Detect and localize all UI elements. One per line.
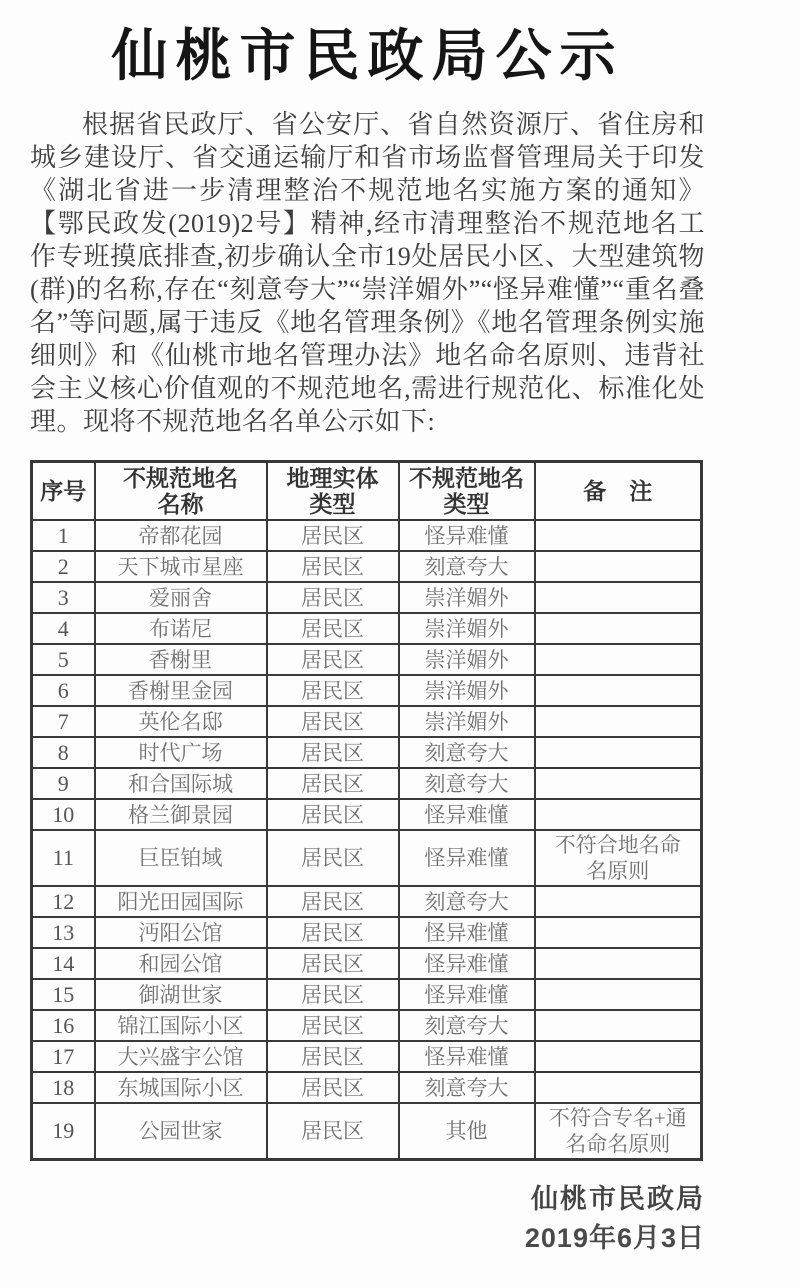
column-header-index <box>32 462 95 521</box>
cell-problem-type: 刻意夸大 <box>399 768 535 799</box>
cell-problem-type: 崇洋媚外 <box>399 613 535 644</box>
cell-remark <box>535 706 702 737</box>
cell-entity-type: 居民区 <box>267 1072 399 1103</box>
column-header-problem-type <box>399 462 535 521</box>
table-row <box>32 644 702 675</box>
page-title: 仙桃市民政局公示 <box>111 24 624 87</box>
cell-index: 7 <box>32 706 95 737</box>
cell-index: 19 <box>32 1103 95 1160</box>
cell-index: 10 <box>32 799 95 830</box>
table-row <box>32 737 702 768</box>
cell-remark: 不符合专名+通名命名原则 <box>535 1103 702 1160</box>
cell-remark <box>535 675 702 706</box>
cell-problem-type: 刻意夸大 <box>399 1072 535 1103</box>
table-row <box>32 551 702 582</box>
cell-entity-type: 居民区 <box>267 551 399 582</box>
cell-entity-type: 居民区 <box>267 613 399 644</box>
cell-problem-type: 怪异难懂 <box>399 799 535 830</box>
cell-problem-type: 崇洋媚外 <box>399 582 535 613</box>
table-row <box>32 613 702 644</box>
cell-entity-type: 居民区 <box>267 520 399 551</box>
column-header-remark <box>535 462 702 521</box>
cell-nonstandard-name: 帝都花园 <box>95 520 267 551</box>
header-line: 不规范地名 <box>123 465 238 491</box>
cell-remark <box>535 917 702 948</box>
cell-remark <box>535 737 702 768</box>
date: 2019年6月3日 <box>524 1223 705 1253</box>
header-line: 地理实体 <box>286 465 379 491</box>
table-row <box>32 1072 702 1103</box>
cell-index: 18 <box>32 1072 95 1103</box>
cell-entity-type: 居民区 <box>267 582 399 613</box>
table-row <box>32 917 702 948</box>
table-row <box>32 768 702 799</box>
cell-remark <box>535 768 702 799</box>
cell-index: 17 <box>32 1041 95 1072</box>
column-header-entity-type <box>267 462 399 521</box>
cell-remark <box>535 799 702 830</box>
cell-entity-type: 居民区 <box>267 644 399 675</box>
table-row <box>32 799 702 830</box>
cell-problem-type: 怪异难懂 <box>399 979 535 1010</box>
cell-nonstandard-name: 大兴盛宇公馆 <box>95 1041 267 1072</box>
table-row <box>32 830 702 886</box>
cell-nonstandard-name: 公园世家 <box>95 1103 267 1160</box>
cell-nonstandard-name: 锦江国际小区 <box>95 1010 267 1041</box>
cell-entity-type: 居民区 <box>267 886 399 917</box>
cell-nonstandard-name: 和园公馆 <box>95 948 267 979</box>
cell-index: 6 <box>32 675 95 706</box>
cell-problem-type: 怪异难懂 <box>399 520 535 551</box>
cell-problem-type: 其他 <box>399 1103 535 1160</box>
cell-remark <box>535 886 702 917</box>
cell-nonstandard-name: 香榭里 <box>95 644 267 675</box>
cell-entity-type: 居民区 <box>267 1041 399 1072</box>
cell-problem-type: 崇洋媚外 <box>399 644 535 675</box>
cell-index: 8 <box>32 737 95 768</box>
cell-nonstandard-name: 天下城市星座 <box>95 551 267 582</box>
cell-problem-type: 崇洋媚外 <box>399 706 535 737</box>
table-row <box>32 520 702 551</box>
cell-remark <box>535 1041 702 1072</box>
cell-remark <box>535 520 702 551</box>
cell-remark <box>535 613 702 644</box>
cell-problem-type: 刻意夸大 <box>399 737 535 768</box>
cell-remark <box>535 582 702 613</box>
cell-index: 14 <box>32 948 95 979</box>
column-header-nonstandard-name <box>95 462 267 521</box>
cell-index: 15 <box>32 979 95 1010</box>
cell-entity-type: 居民区 <box>267 830 399 886</box>
header-line: 类型 <box>309 491 356 517</box>
cell-nonstandard-name: 御湖世家 <box>95 979 267 1010</box>
header-line: 序号 <box>40 478 87 504</box>
table-header-row <box>32 462 702 521</box>
cell-problem-type: 刻意夸大 <box>399 1010 535 1041</box>
cell-index: 4 <box>32 613 95 644</box>
cell-index: 9 <box>32 768 95 799</box>
cell-remark <box>535 1010 702 1041</box>
table-row <box>32 675 702 706</box>
cell-index: 2 <box>32 551 95 582</box>
cell-nonstandard-name: 东城国际小区 <box>95 1072 267 1103</box>
cell-problem-type: 怪异难懂 <box>399 948 535 979</box>
cell-remark <box>535 948 702 979</box>
cell-nonstandard-name: 爱丽舍 <box>95 582 267 613</box>
table-row <box>32 1103 702 1160</box>
cell-problem-type: 怪异难懂 <box>399 830 535 886</box>
cell-index: 5 <box>32 644 95 675</box>
cell-problem-type: 刻意夸大 <box>399 886 535 917</box>
cell-remark <box>535 979 702 1010</box>
cell-nonstandard-name: 阳光田园国际 <box>95 886 267 917</box>
cell-remark: 不符合地名命名原则 <box>535 830 702 886</box>
header-line: 不规范地名 <box>409 465 524 491</box>
cell-index: 16 <box>32 1010 95 1041</box>
cell-entity-type: 居民区 <box>267 706 399 737</box>
cell-problem-type: 怪异难懂 <box>399 917 535 948</box>
cell-index: 13 <box>32 917 95 948</box>
cell-entity-type: 居民区 <box>267 737 399 768</box>
cell-remark <box>535 1072 702 1103</box>
cell-nonstandard-name: 沔阳公馆 <box>95 917 267 948</box>
table-body <box>32 520 702 1160</box>
header-line: 名称 <box>157 491 204 517</box>
cell-index: 3 <box>32 582 95 613</box>
cell-nonstandard-name: 英伦名邸 <box>95 706 267 737</box>
document-footer <box>30 1183 705 1254</box>
table-row <box>32 948 702 979</box>
header-line: 备 注 <box>583 478 653 504</box>
header-line: 类型 <box>443 491 490 517</box>
cell-entity-type: 居民区 <box>267 1010 399 1041</box>
cell-nonstandard-name: 香榭里金园 <box>95 675 267 706</box>
cell-index: 1 <box>32 520 95 551</box>
signature: 仙桃市民政局 <box>531 1184 705 1214</box>
cell-index: 11 <box>32 830 95 886</box>
cell-entity-type: 居民区 <box>267 948 399 979</box>
table-row <box>32 886 702 917</box>
cell-entity-type: 居民区 <box>267 917 399 948</box>
table-row <box>32 979 702 1010</box>
cell-entity-type: 居民区 <box>267 799 399 830</box>
cell-nonstandard-name: 和合国际城 <box>95 768 267 799</box>
cell-nonstandard-name: 布诺尼 <box>95 613 267 644</box>
notice-body-paragraph: 根据省民政厅、省公安厅、省自然资源厅、省住房和城乡建设厅、省交通运输厅和省市场监督管理局关于印发《湖北省进一步清理整治不规范地名实施方案的通知》【鄂民政发(2019)2号】精神,经市清理整治不规范地名工作专班摸底排查,初步确认全市19处居民小区、大型建筑物(群)的名称,存在“刻意夸大”“崇洋媚外”“怪异难懂”“重名叠名”等问题,属于违反《地名管理条例》《地名管理条例实施细则》和《仙桃市地名管理办法》地名命名原则、违背社会主义核心价值观的不规范地名,需进行规范化、标准化处理。现将不规范地名名单公示如下: <box>30 110 705 436</box>
cell-nonstandard-name: 巨臣铂域 <box>95 830 267 886</box>
table-row <box>32 582 702 613</box>
table-row <box>32 706 702 737</box>
cell-problem-type: 怪异难懂 <box>399 1041 535 1072</box>
cell-entity-type: 居民区 <box>267 768 399 799</box>
cell-entity-type: 居民区 <box>267 1103 399 1160</box>
cell-entity-type: 居民区 <box>267 675 399 706</box>
cell-problem-type: 崇洋媚外 <box>399 675 535 706</box>
cell-index: 12 <box>32 886 95 917</box>
table-row <box>32 1041 702 1072</box>
cell-problem-type: 刻意夸大 <box>399 551 535 582</box>
cell-entity-type: 居民区 <box>267 979 399 1010</box>
cell-nonstandard-name: 时代广场 <box>95 737 267 768</box>
cell-remark <box>535 644 702 675</box>
nonstandard-names-table <box>30 460 703 1161</box>
table-row <box>32 1010 702 1041</box>
cell-nonstandard-name: 格兰御景园 <box>95 799 267 830</box>
cell-remark <box>535 551 702 582</box>
